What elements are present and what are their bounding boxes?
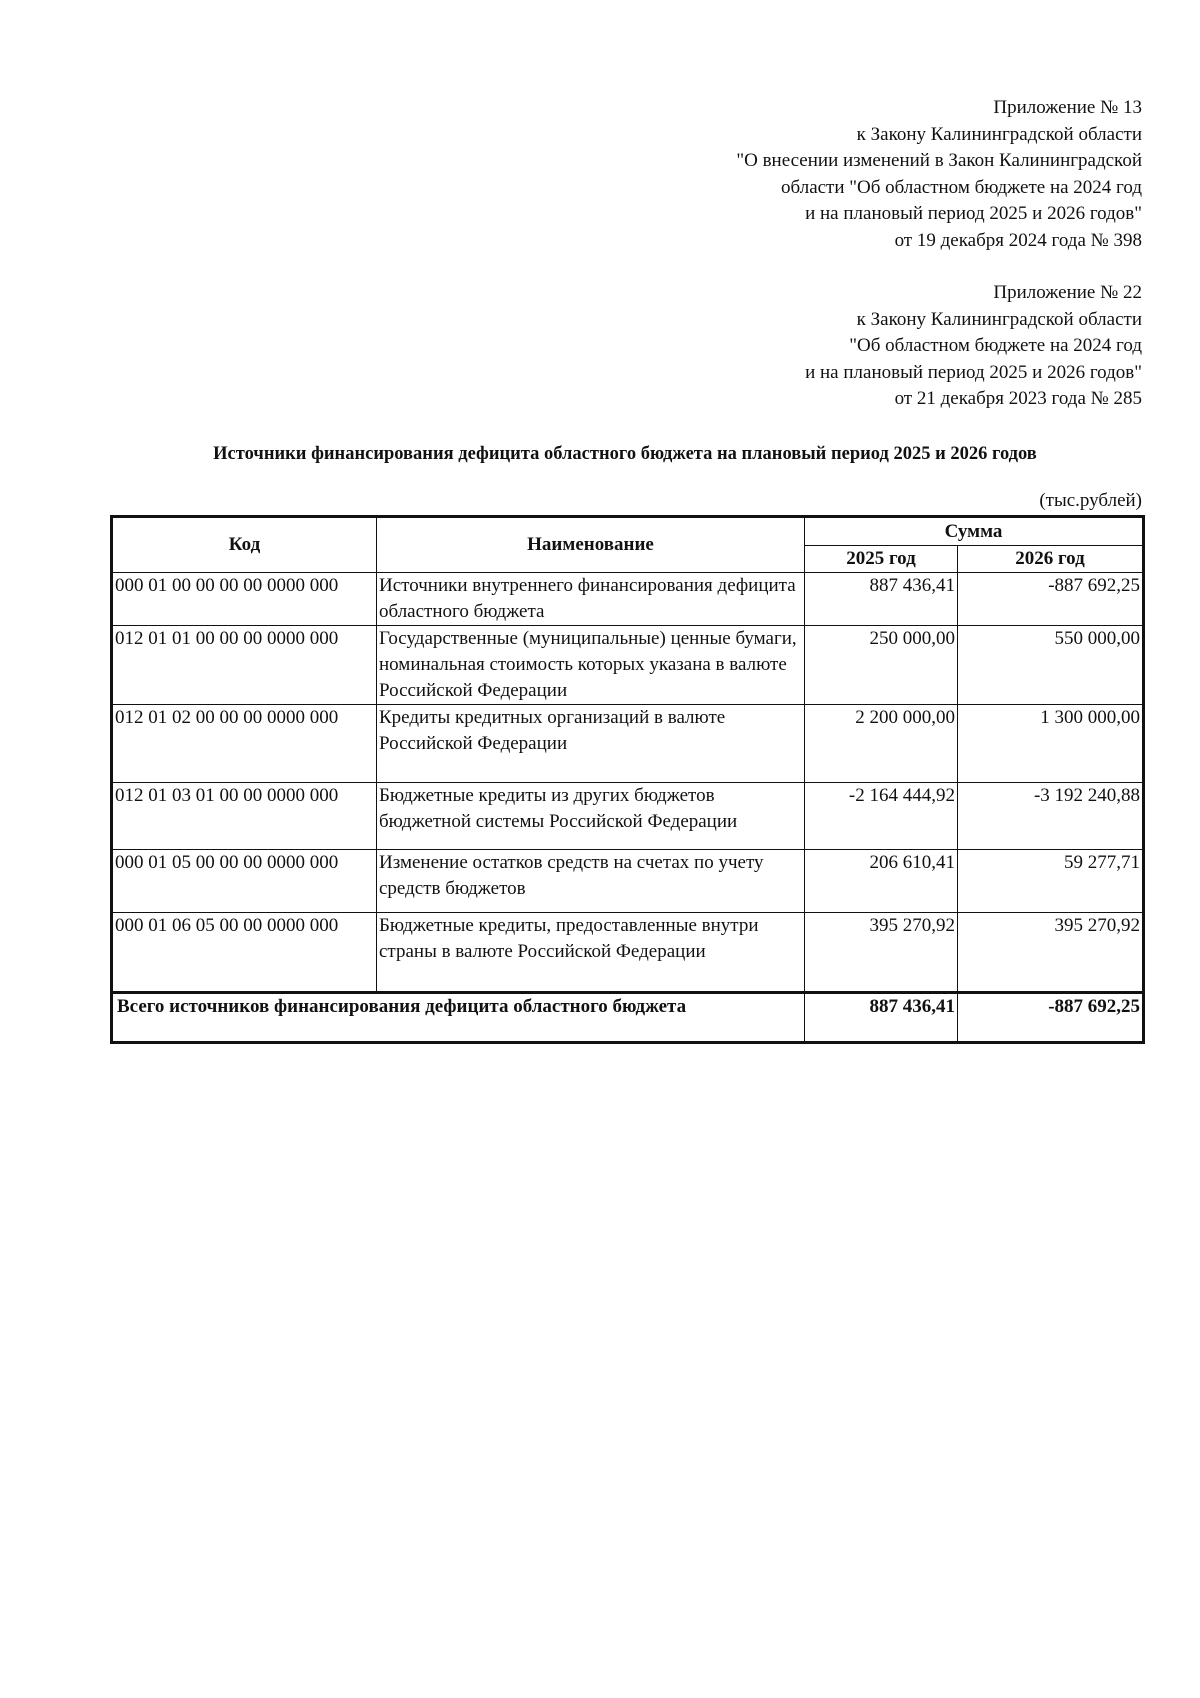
row-value-2026: 1 300 000,00 (958, 705, 1144, 783)
row-name: Изменение остатков средств на счетах по учету средств бюджетов (377, 850, 805, 913)
row-value-2025: -2 164 444,92 (805, 783, 958, 850)
header-line: и на плановый период 2025 и 2026 годов" (805, 361, 1142, 383)
row-value-2025: 887 436,41 (805, 573, 958, 626)
row-value-2026: 59 277,71 (958, 850, 1144, 913)
table-row (112, 850, 1144, 913)
column-header-name: Наименование (377, 517, 805, 573)
table-row (112, 913, 1144, 993)
header-line: к Закону Калининградской области (856, 123, 1142, 145)
header-line: и на плановый период 2025 и 2026 годов" (805, 203, 1142, 224)
row-name: Бюджетные кредиты из других бюджетов бюджетной системы Российской Федерации (377, 783, 805, 850)
column-header-sum: Сумма (805, 517, 1144, 546)
row-value-2025: 250 000,00 (805, 626, 958, 705)
header-line: к Закону Калининградской области (856, 308, 1142, 330)
row-name: Государственные (муниципальные) ценные бумаги, номинальная стоимость которых указана в валюте Российской Федерации (377, 626, 805, 705)
row-value-2026: 395 270,92 (958, 913, 1144, 993)
column-header-2026: 2026 год (958, 546, 1144, 573)
row-value-2025: 2 200 000,00 (805, 705, 958, 783)
row-code: 012 01 01 00 00 00 0000 000 (112, 626, 377, 705)
row-code: 000 01 06 05 00 00 0000 000 (112, 913, 377, 993)
total-value-2025: 887 436,41 (805, 993, 958, 1043)
appendix-22-header (805, 280, 1142, 413)
row-name: Источники внутреннего финансирования дефицита областного бюджета (377, 573, 805, 626)
row-value-2025: 395 270,92 (805, 913, 958, 993)
row-code: 012 01 02 00 00 00 0000 000 (112, 705, 377, 783)
header-line: "О внесении изменений в Закон Калининградской (736, 150, 1142, 171)
row-value-2026: -887 692,25 (958, 573, 1144, 626)
column-header-code: Код (112, 517, 377, 573)
row-code: 000 01 05 00 00 00 0000 000 (112, 850, 377, 913)
row-value-2026: -3 192 240,88 (958, 783, 1144, 850)
table-row (112, 705, 1144, 783)
header-line: Приложение № 22 (993, 282, 1142, 303)
header-line: от 19 декабря 2024 года № 398 (894, 229, 1142, 251)
header-line: Приложение № 13 (993, 97, 1142, 118)
column-header-2025: 2025 год (805, 546, 958, 573)
table-row (112, 573, 1144, 626)
header-line: области "Об областном бюджете на 2024 год (781, 176, 1142, 198)
row-code: 012 01 03 01 00 00 0000 000 (112, 783, 377, 850)
total-label: Всего источников финансирования дефицита областного бюджета (112, 993, 805, 1043)
table-header-row (112, 517, 1144, 546)
appendix-13-header (736, 95, 1142, 254)
total-value-2026: -887 692,25 (958, 993, 1144, 1043)
row-value-2026: 550 000,00 (958, 626, 1144, 705)
header-line: от 21 декабря 2023 года № 285 (894, 388, 1142, 409)
row-code: 000 01 00 00 00 00 0000 000 (112, 573, 377, 626)
document-title: Источники финансирования дефицита областного бюджета на плановый период 2025 и 2026 годов (213, 444, 1037, 464)
row-value-2025: 206 610,41 (805, 850, 958, 913)
header-line: "Об областном бюджете на 2024 год (849, 335, 1142, 356)
table-total-row (112, 993, 1144, 1043)
row-name: Кредиты кредитных организаций в валюте Российской Федерации (377, 705, 805, 783)
table-row (112, 626, 1144, 705)
table-row (112, 783, 1144, 850)
financing-sources-table (110, 515, 1145, 1044)
units-label: (тыс.рублей) (1039, 490, 1142, 511)
row-name: Бюджетные кредиты, предоставленные внутри страны в валюте Российской Федерации (377, 913, 805, 993)
